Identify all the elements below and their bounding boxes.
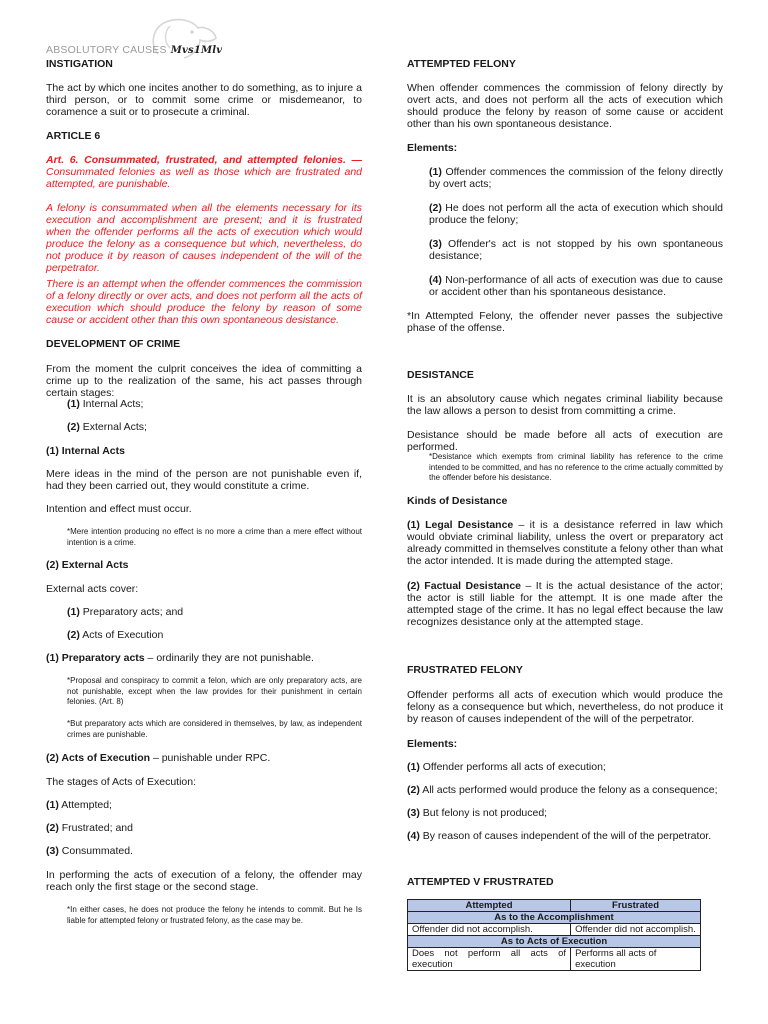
frustrated-element-3: (3) But felony is not produced;: [407, 807, 548, 819]
external-acts-title: (2) External Acts: [46, 559, 129, 571]
table-cell: Offender did not accomplish.: [408, 924, 571, 936]
instigation-title: INSTIGATION: [46, 58, 113, 70]
attempted-v-frustrated-title: ATTEMPTED V FRUSTRATED: [407, 876, 554, 888]
table-section-accomplishment: As to the Accomplishment: [408, 912, 701, 924]
art6-label: Art. 6. Consummated, frustrated, and attempted felonies. —: [46, 154, 362, 166]
stages-text: The stages of Acts of Execution:: [46, 776, 196, 788]
attempted-element-4: (4) Non-performance of all acts of execution was due to cause or accident other than his spontaneous desistance.: [429, 274, 724, 298]
table-header-frustrated: Frustrated: [571, 900, 701, 912]
stage-1: (1) Attempted;: [46, 799, 112, 811]
desistance-title: DESISTANCE: [407, 369, 474, 381]
attempted-felony-title: ATTEMPTED FELONY: [407, 58, 516, 70]
performing-text: In performing the acts of execution of a felony, the offender may reach only the first stage or the second stage.: [46, 869, 362, 893]
stage-3: (3) Consummated.: [46, 845, 133, 857]
kinds-of-desistance-title: Kinds of Desistance: [407, 495, 508, 507]
signature-logo: Mvs1Mlv: [170, 45, 223, 56]
instigation-text: The act by which one incites another to do something, as to injure a third person, or to commit some crime or misdemeanor, to coramence a suit or to prosecute a criminal.: [46, 82, 362, 118]
desistance-text: It is an absolutory cause which negates criminal liability because the law allows a person to desist from committing a crime.: [407, 393, 723, 417]
internal-acts-title: (1) Internal Acts: [46, 445, 125, 457]
preparatory-acts: (1) Preparatory acts – ordinarily they are not punishable.: [46, 652, 314, 664]
dev-item-2: (2) External Acts;: [67, 421, 147, 433]
development-title: DEVELOPMENT OF CRIME: [46, 338, 181, 350]
attempted-felony-text: When offender commences the commission of felony directly by overt acts, and does not perform all the acts of execution which should produce the felony by reason of some cause or accident other than his own spontaneous desistance.: [407, 82, 723, 130]
internal-acts-text: Mere ideas in the mind of the person are not punishable even if, had they been carried out, they would constitute a crime.: [46, 468, 362, 492]
frustrated-element-4: (4) By reason of causes independent of the will of the perpetrator.: [407, 830, 712, 842]
factual-desistance: (2) Factual Desistance – It is the actual desistance of the actor; the actor is still liable for the attempt. It is one made after the attempted stage of the crime. It has no legal effect because the law recognizes desistance only at the attempted stage.: [407, 580, 723, 628]
acts-of-execution: (2) Acts of Execution – punishable under RPC.: [46, 752, 271, 764]
attempted-element-3: (3) Offender's act is not stopped by his own spontaneous desistance;: [429, 238, 724, 262]
table-header-row: [408, 900, 701, 912]
dog-logo-icon: [140, 14, 230, 66]
table-section-row: [408, 936, 701, 948]
table-header-attempted: Attempted: [408, 900, 571, 912]
ext-item-2: (2) Acts of Execution: [67, 629, 164, 641]
table-row: [408, 948, 701, 971]
intention-text: Intention and effect must occur.: [46, 503, 192, 515]
art6-paragraph2: A felony is consummated when all the elements necessary for its execution and accomplishment are present; and it is frustrated when the offender performs all the acts of execution which would produce the felony as a consequence but which, nevertheless, do not produce it by reason of causes independent of the will of the perpetrator.: [46, 202, 362, 274]
table-row: [408, 924, 701, 936]
header-label: ABSOLUTORY CAUSES: [46, 44, 167, 56]
frustrated-elements-label: Elements:: [407, 738, 458, 750]
article6-title: ARTICLE 6: [46, 130, 101, 142]
table-cell: Offender did not accomplish.: [571, 924, 701, 936]
desistance-text-2: Desistance should be made before all acts of execution are performed.: [407, 429, 723, 453]
attempted-element-2: (2) He does not perform all the acta of execution which should produce the felony;: [429, 202, 723, 226]
art6-rest: Consummated felonies as well as those which are frustrated and attempted, are punishable.: [46, 166, 362, 190]
art6-paragraph3: There is an attempt when the offender commences the commission of a felony directly or over acts, and does not perform all the acts of execution which should produce the felony by reason of some cause or accident other than this own spontaneous desistance.: [46, 278, 362, 326]
attempted-element-1: (1) Offender commences the commission of the felony directly by overt acts;: [429, 166, 723, 190]
attempted-elements-label: Elements:: [407, 142, 458, 154]
frustrated-element-2: (2) All acts performed would produce the felony as a consequence;: [407, 784, 718, 796]
intention-note: *Mere intention producing no effect is no more a crime than a mere effect without intention is a crime.: [67, 527, 362, 547]
table-cell: Does not perform all acts of execution: [408, 948, 571, 971]
frustrated-felony-title: FRUSTRATED FELONY: [407, 664, 523, 676]
table-section-acts: As to Acts of Execution: [408, 936, 701, 948]
dev-item-1: (1) Internal Acts;: [67, 398, 144, 410]
preparatory-note-2: *But preparatory acts which are considered in themselves, by law, as independent crimes are punishable.: [67, 719, 362, 739]
table-cell: Performs all acts of execution: [571, 948, 701, 971]
attempted-note: *In Attempted Felony, the offender never passes the subjective phase of the offense.: [407, 310, 723, 334]
frustrated-felony-text: Offender performs all acts of execution which would produce the felony as a consequence but which, nevertheless, do not produce it by reason of causes independent of the will of the perpetrator.: [407, 689, 723, 725]
table-section-row: [408, 912, 701, 924]
performing-note: *In either cases, he does not produce the felony he intends to commit. But he Is liable for attempted felony or frustrated felony, as the case may be.: [67, 905, 362, 925]
desistance-note: *Desistance which exempts from criminal liability has reference to the crime intended to be committed, and has no reference to the crime actually committed by the offender before his desistance.: [429, 452, 723, 482]
external-acts-cover: External acts cover:: [46, 583, 139, 595]
comparison-table: [407, 899, 701, 971]
legal-desistance: (1) Legal Desistance – it is a desistance referred in law which would obviate criminal liability, unless the overt or preparatory act already committed in themselves constitute a felony other than what the actor intended. It is made during the attempted stage.: [407, 519, 723, 567]
development-text: From the moment the culprit conceives the idea of committing a crime up to the realization of the same, his act passes through certain stages:: [46, 363, 362, 399]
art6-paragraph1: [46, 154, 362, 190]
ext-item-1: (1) Preparatory acts; and: [67, 606, 184, 618]
stage-2: (2) Frustrated; and: [46, 822, 133, 834]
frustrated-element-1: (1) Offender performs all acts of execution;: [407, 761, 606, 773]
document-header: [46, 44, 222, 56]
preparatory-note-1: *Proposal and conspiracy to commit a felon, which are only preparatory acts, are not punishable, except when the law provides for their punishment in certain felonies. (Art. 8): [67, 676, 362, 706]
